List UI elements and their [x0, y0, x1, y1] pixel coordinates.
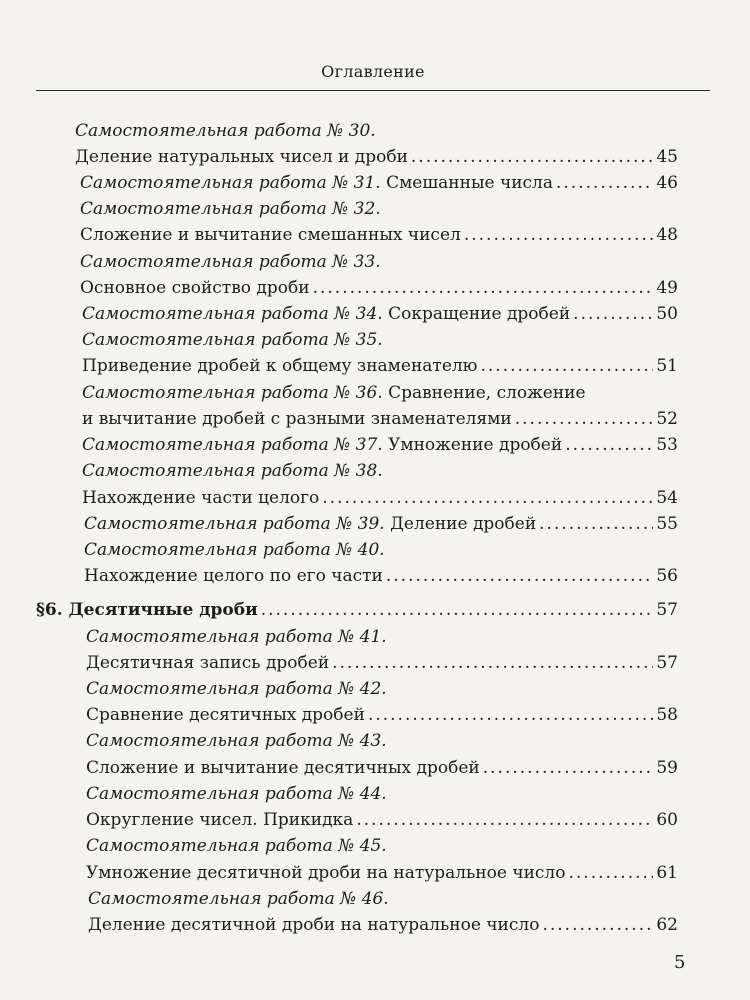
topic-title: Нахождение целого по его части [84, 566, 383, 586]
toc-entry [86, 860, 678, 886]
toc-work-heading [88, 886, 678, 912]
topic-title: Сложение и вычитание десятичных дробей [86, 758, 480, 778]
work-title: Самостоятельная работа № 30. [75, 121, 376, 141]
work-title: Самостоятельная работа № 32. [80, 199, 381, 219]
toc-work-heading [80, 249, 678, 275]
toc-entry [84, 511, 678, 537]
toc-work-heading [86, 676, 678, 702]
dot-leader [386, 563, 654, 589]
toc-entry [86, 755, 678, 781]
dot-leader [313, 275, 654, 301]
work-title: Самостоятельная работа № 40. [84, 540, 385, 560]
page-ref: 48 [656, 225, 678, 245]
toc-entry [80, 275, 678, 301]
page-number: 5 [674, 952, 686, 973]
work-title: Самостоятельная работа № 36. [82, 383, 383, 403]
section-title: §6. Десятичные дроби [36, 600, 258, 620]
header-rule [36, 90, 710, 91]
page-ref: 58 [656, 705, 678, 725]
topic-title: и вычитание дробей с разными знаменателями [82, 409, 512, 429]
dot-leader [573, 301, 653, 327]
topic-title: Нахождение части целого [82, 488, 320, 508]
page-ref: 55 [656, 514, 678, 534]
dot-leader [568, 860, 653, 886]
page-ref: 59 [656, 758, 678, 778]
toc-entry [82, 353, 678, 379]
page-ref: 50 [656, 304, 678, 324]
toc-work-heading [80, 196, 678, 222]
toc-entry [80, 170, 678, 196]
toc-entry [82, 432, 678, 458]
dot-leader [332, 650, 653, 676]
page-ref: 56 [656, 566, 678, 586]
toc-work-heading [86, 728, 678, 754]
page-ref: 54 [656, 488, 678, 508]
work-title: Самостоятельная работа № 34. [82, 304, 383, 324]
toc-work-heading [86, 781, 678, 807]
page-ref: 57 [656, 600, 678, 620]
toc-entry [86, 702, 678, 728]
work-title: Самостоятельная работа № 44. [86, 784, 387, 804]
dot-leader [368, 702, 653, 728]
work-title: Самостоятельная работа № 38. [82, 461, 383, 481]
dot-leader [483, 755, 654, 781]
toc-work-heading [86, 624, 678, 650]
work-title: Самостоятельная работа № 39. [84, 514, 385, 534]
work-title: Самостоятельная работа № 43. [86, 731, 387, 751]
page-header-title: Оглавление [321, 62, 425, 81]
work-title: Самостоятельная работа № 45. [86, 836, 387, 856]
page-ref: 51 [656, 356, 678, 376]
topic-title: Сравнение, сложение [388, 383, 586, 403]
page-ref: 60 [656, 810, 678, 830]
topic-title: Сравнение десятичных дробей [86, 705, 365, 725]
toc-entry [88, 912, 678, 938]
topic-title: Округление чисел. Прикидка [86, 810, 354, 830]
work-title: Самостоятельная работа № 33. [80, 252, 381, 272]
page-ref: 61 [656, 863, 678, 883]
topic-title: Сокращение дробей [388, 304, 571, 324]
toc-work-heading [75, 118, 678, 144]
toc-entry [82, 485, 678, 511]
page-ref: 57 [656, 653, 678, 673]
topic-title: Деление десятичной дроби на натуральное число [88, 915, 540, 935]
dot-leader [515, 406, 654, 432]
work-title: Самостоятельная работа № 42. [86, 679, 387, 699]
dot-leader [261, 597, 654, 623]
toc-entry [82, 406, 678, 432]
page-ref: 52 [656, 409, 678, 429]
dot-leader [322, 485, 653, 511]
topic-title: Смешанные числа [386, 173, 553, 193]
toc-work-heading [84, 537, 678, 563]
page-ref: 49 [656, 278, 678, 298]
work-title: Самостоятельная работа № 41. [86, 627, 387, 647]
toc-entry [80, 222, 678, 248]
work-title: Самостоятельная работа № 35. [82, 330, 383, 350]
toc-entry [82, 301, 678, 327]
topic-title: Деление дробей [390, 514, 537, 534]
page-ref: 46 [656, 173, 678, 193]
dot-leader [464, 222, 654, 248]
dot-leader [411, 144, 653, 170]
topic-title: Умножение дробей [388, 435, 563, 455]
topic-title: Сложение и вычитание смешанных чисел [80, 225, 461, 245]
toc-work-heading [86, 833, 678, 859]
page-ref: 45 [656, 147, 678, 167]
toc-section-entry [36, 597, 678, 623]
toc-entry [86, 650, 678, 676]
dot-leader [356, 807, 653, 833]
topic-title: Деление натуральных чисел и дроби [75, 147, 408, 167]
toc-entry [75, 144, 678, 170]
page-ref: 53 [656, 435, 678, 455]
topic-title: Приведение дробей к общему знаменателю [82, 356, 478, 376]
work-title: Самостоятельная работа № 46. [88, 889, 389, 909]
work-title: Самостоятельная работа № 37. [82, 435, 383, 455]
toc-work-heading [82, 380, 678, 406]
dot-leader [565, 432, 653, 458]
work-title: Самостоятельная работа № 31. [80, 173, 381, 193]
toc-work-heading [82, 458, 678, 484]
topic-title: Умножение десятичной дроби на натуральное число [86, 863, 566, 883]
dot-leader [542, 912, 653, 938]
dot-leader [539, 511, 653, 537]
toc-entry [86, 807, 678, 833]
toc-entry [84, 563, 678, 589]
dot-leader [556, 170, 653, 196]
dot-leader [480, 353, 653, 379]
topic-title: Основное свойство дроби [80, 278, 310, 298]
toc-work-heading [82, 327, 678, 353]
topic-title: Десятичная запись дробей [86, 653, 330, 673]
page-ref: 62 [656, 915, 678, 935]
